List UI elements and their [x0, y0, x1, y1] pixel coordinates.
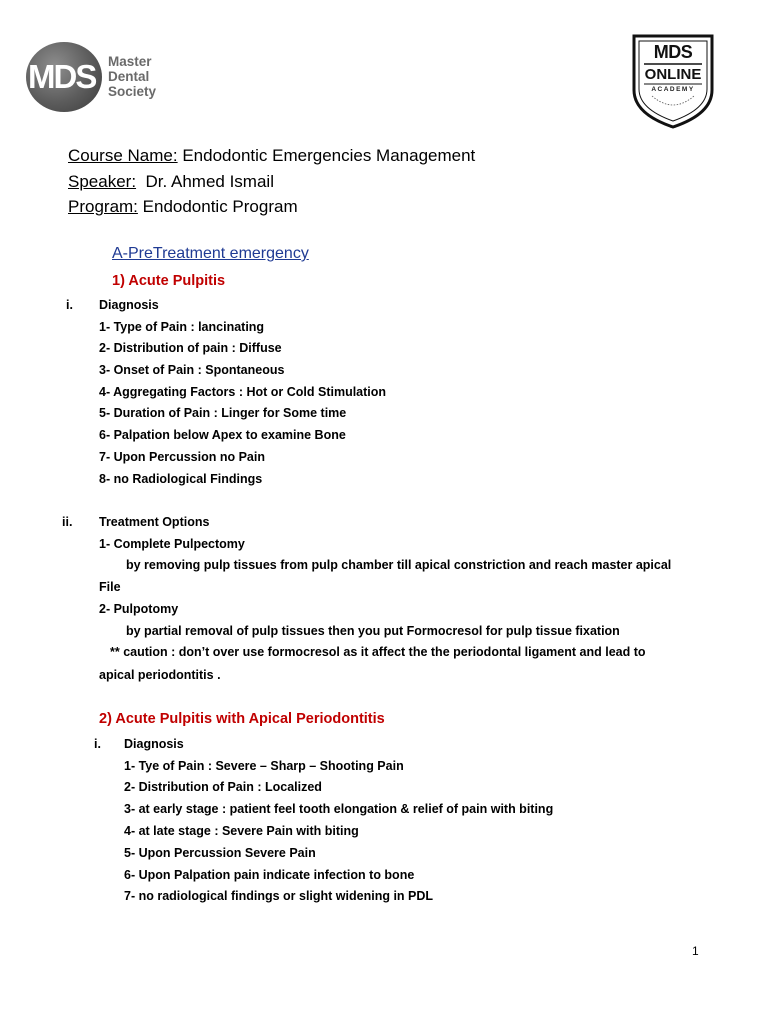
- page-number: 1: [692, 944, 699, 958]
- subsection-2-title: 2) Acute Pulpitis with Apical Periodontitis: [99, 711, 385, 727]
- list-item: 4- Aggregating Factors : Hot or Cold Stimulation: [99, 385, 387, 399]
- list-item: 8- no Radiological Findings: [99, 472, 263, 486]
- treatment-description: by partial removal of pulp tissues then you put Formocresol for pulp tissue fixation: [126, 624, 620, 638]
- logo-words: [108, 54, 156, 99]
- treatment-description: by removing pulp tissues from pulp chamber till apical constriction and reach master apical: [126, 558, 672, 572]
- program-line: [68, 197, 298, 217]
- list-item: 4- at late stage : Severe Pain with biting: [124, 824, 359, 838]
- logo-mark: MDS: [28, 58, 96, 95]
- roman-numeral: i.: [94, 737, 101, 751]
- treatment-item: 2- Pulpotomy: [99, 602, 179, 616]
- logo-word-2: Dental: [108, 69, 150, 84]
- list-item: 7- Upon Percussion no Pain: [99, 450, 265, 464]
- list-item: 6- Palpation below Apex to examine Bone: [99, 428, 346, 442]
- treatment-item: 1- Complete Pulpectomy: [99, 537, 245, 551]
- treatment-options-label: Treatment Options: [99, 515, 210, 529]
- mds-logo: [26, 42, 176, 112]
- list-item: 6- Upon Palpation pain indicate infection to bone: [124, 868, 415, 882]
- list-item: 5- Upon Percussion Severe Pain: [124, 846, 316, 860]
- list-item: 2- Distribution of Pain : Localized: [124, 780, 322, 794]
- list-item: 2- Distribution of pain : Diffuse: [99, 341, 282, 355]
- caution-note: ** caution : don’t over use formocresol as it affect the the periodontal ligament and lead to: [110, 645, 646, 659]
- program-value: Endodontic Program: [137, 197, 298, 216]
- speaker-line: [68, 172, 274, 192]
- list-item: 1- Type of Pain : lancinating: [99, 320, 265, 334]
- list-item: 1- Tye of Pain : Severe – Sharp – Shooting Pain: [124, 759, 404, 773]
- program-label: Program:: [68, 197, 138, 216]
- course-name-line: [68, 146, 475, 166]
- mds-online-academy-logo: [630, 32, 716, 130]
- course-label: Course Name:: [68, 146, 178, 165]
- treatment-description: File: [99, 580, 121, 594]
- logo-word-1: Master: [108, 54, 152, 69]
- logo-line-academy: ACADEMY: [651, 86, 695, 93]
- list-item: 5- Duration of Pain : Linger for Some time: [99, 406, 347, 420]
- speaker-label: Speaker:: [68, 172, 137, 191]
- logo-word-3: Society: [108, 84, 157, 99]
- section-title: A-PreTreatment emergency: [112, 245, 309, 262]
- diagnosis-label: Diagnosis: [99, 298, 159, 312]
- diagnosis-label: Diagnosis: [124, 737, 184, 751]
- roman-numeral: i.: [66, 298, 73, 312]
- logo-line-online: ONLINE: [644, 66, 702, 83]
- list-item: 3- Onset of Pain : Spontaneous: [99, 363, 285, 377]
- speaker-value: Dr. Ahmed Ismail: [136, 172, 274, 191]
- subsection-1-title: 1) Acute Pulpitis: [112, 273, 226, 289]
- logo-line-mds: MDS: [653, 42, 693, 62]
- roman-numeral: ii.: [62, 515, 73, 529]
- list-item: 7- no radiological findings or slight widening in PDL: [124, 889, 434, 903]
- list-item: 3- at early stage : patient feel tooth elongation & relief of pain with biting: [124, 802, 554, 816]
- course-value: Endodontic Emergencies Management: [177, 146, 476, 165]
- caution-note: apical periodontitis .: [99, 668, 221, 682]
